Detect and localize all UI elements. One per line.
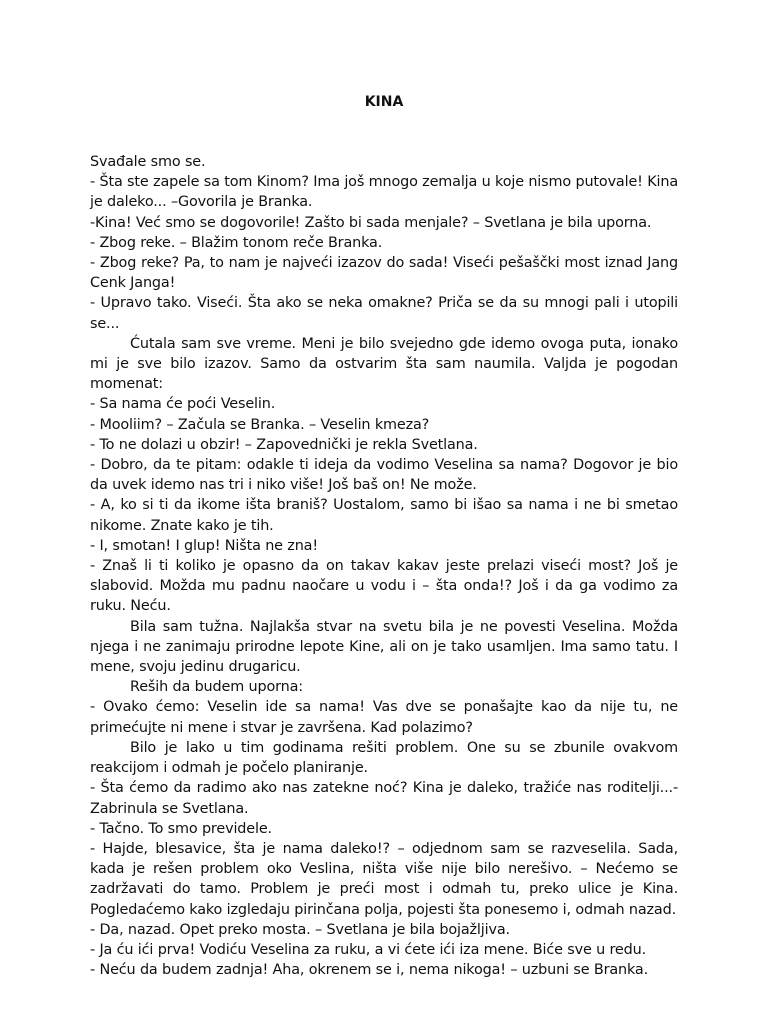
paragraph: - Upravo tako. Viseći. Šta ako se neka omakne? Priča se da su mnogi pali i utopili se... <box>90 295 678 332</box>
document-body <box>90 152 678 980</box>
document-title: KINA <box>364 94 404 110</box>
paragraph: Bilo je lako u tim godinama rešiti problem. One su se zbunile ovakvom reakcijom i odmah je počelo planiranje. <box>90 739 678 777</box>
paragraph: Bila sam tužna. Najlakša stvar na svetu bila je ne povesti Veselina. Možda njega i ne zanimaju prirodne lepote Kine, ali on je tako usamljen. Ima samo tatu. I mene, svoju jedinu drugaricu. <box>90 618 678 676</box>
paragraph: - A, ko si ti da ikome išta braniš? Uostalom, samo bi išao sa nama i ne bi smetao nikome. Znate kako je tih. <box>90 497 678 534</box>
paragraph: - I, smotan! I glup! Ništa ne zna! <box>90 537 318 554</box>
paragraph: - Šta ćemo da radimo ako nas zatekne noć? Kina je daleko, tražiće nas roditelji...- Zabrinula se Svetlana. <box>90 780 678 817</box>
paragraph: - Sa nama će poći Veselin. <box>90 396 276 413</box>
paragraph: - Ja ću ići prva! Vodiću Veselina za ruku, a vi ćete ići iza mene. Biće sve u redu. <box>90 941 646 958</box>
paragraph: - Hajde, blesavice, šta je nama daleko!? – odjednom sam se razveselila. Sada, kada je rešen problem oko Veslina, ništa više nije bilo nerešivo. – Nećemo se zadržavati do tamo. Problem je preći most i odmah tu, preko ulice je Kina. Pogledaćemo kako izgledaju pirinčana polja, pojesti šta ponesemo i, odmah nazad. <box>90 840 678 918</box>
paragraph: - Zbog reke. – Blažim tonom reče Branka. <box>90 234 383 251</box>
paragraph: Reših da budem uporna: <box>130 679 303 696</box>
paragraph: - To ne dolazi u obzir! – Zapovednički je rekla Svetlana. <box>90 436 478 453</box>
paragraph: - Mooliim? – Začula se Branka. – Veselin kmeza? <box>90 416 430 433</box>
paragraph: - Da, nazad. Opet preko mosta. – Svetlana je bila bojažljiva. <box>90 921 510 938</box>
paragraph: - Zbog reke? Pa, to nam je najveći izazov do sada! Viseći pešaščki most iznad Jang Cenk Janga! <box>90 255 678 292</box>
paragraph: - Neću da budem zadnja! Aha, okrenem se i, nema nikoga! – uzbuni se Branka. <box>90 962 649 979</box>
paragraph: - Tačno. To smo previdele. <box>90 820 272 837</box>
paragraph: Ćutala sam sve vreme. Meni je bilo svejedno gde idemo ovoga puta, ionako mi je sve bilo izazov. Samo da ostvarim šta sam naumila. Valjda je pogodan momenat: <box>90 335 678 393</box>
paragraph: - Znaš li ti koliko je opasno da on takav kakav jeste prelazi viseći most? Još je slabovid. Možda mu padnu naočare u vodu i – šta onda!? Još i da ga vodimo za ruku. Neću. <box>90 558 678 615</box>
paragraph: - Ovako ćemo: Veselin ide sa nama! Vas dve se ponašajte kao da nije tu, ne primećujte ni mene i stvar je završena. Kad polazimo? <box>90 699 678 736</box>
paragraph: - Dobro, da te pitam: odakle ti ideja da vodimo Veselina sa nama? Dogovor je bio da uvek idemo nas tri i niko više! Još baš on! Ne može. <box>90 457 678 494</box>
paragraph: -Kina! Već smo se dogovorile! Zašto bi sada menjale? – Svetlana je bila uporna. <box>90 214 652 231</box>
paragraph: Svađale smo se. <box>90 154 206 170</box>
paragraph: - Šta ste zapele sa tom Kinom? Ima još mnogo zemalja u koje nismo putovale! Kina je daleko... –Govorila je Branka. <box>90 174 678 211</box>
